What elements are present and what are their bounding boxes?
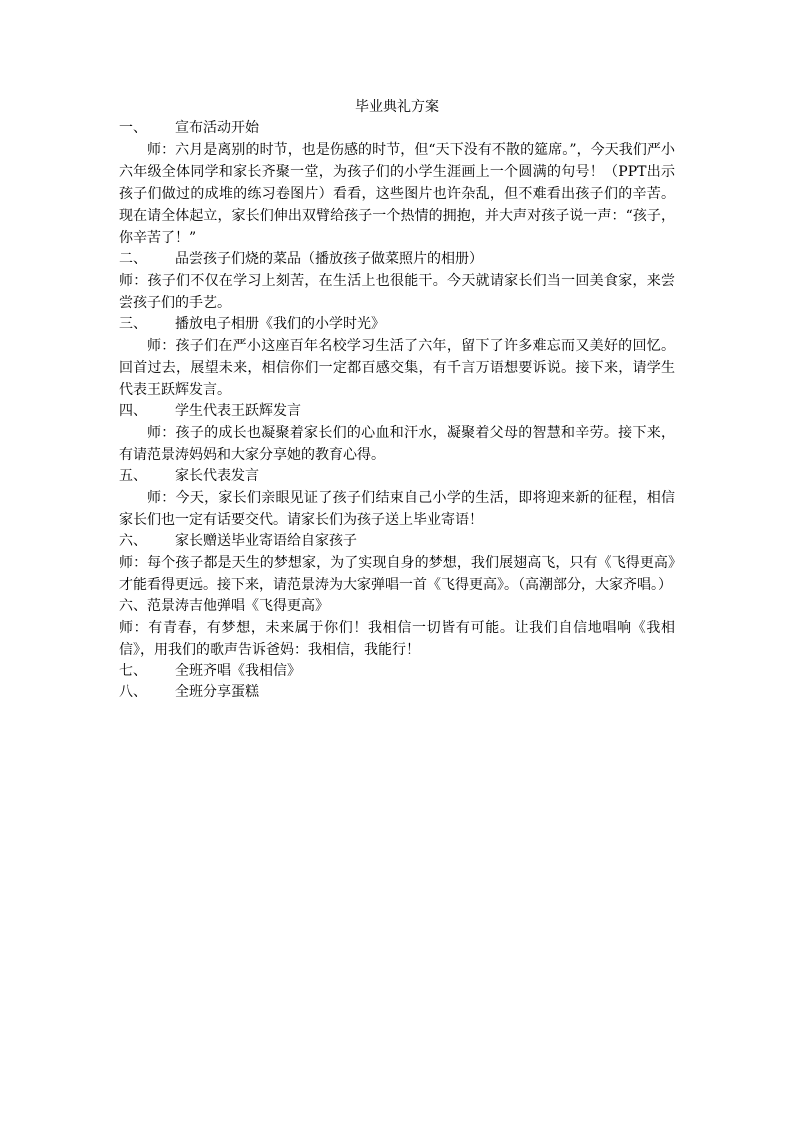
section-heading-text: 学生代表王跃辉发言 xyxy=(175,403,301,419)
section-6 xyxy=(119,531,675,596)
paragraph: 师：孩子的成长也凝聚着家长们的心血和汗水，凝聚着父母的智慧和辛劳。接下来，有请范景涛妈妈和大家分享她的教育心得。 xyxy=(119,425,675,463)
section-heading-text: 全班分享蛋糕 xyxy=(175,684,259,700)
paragraph: 师：孩子们在严小这座百年名校学习生活了六年，留下了许多难忘而又美好的回忆。回首过去，展望未来，相信你们一定都百感交集，有千言万语想要诉说。接下来，请学生代表王跃辉发言。 xyxy=(119,338,675,398)
section-heading-text: 家长代表发言 xyxy=(175,468,259,484)
section-1 xyxy=(119,118,675,249)
paragraph: 师：今天，家长们亲眼见证了孩子们结束自己小学的生活，即将迎来新的征程，相信家长们也一定有话要交代。请家长们为孩子送上毕业寄语！ xyxy=(119,490,675,528)
document-title: 毕业典礼方案 xyxy=(355,99,439,115)
paragraph: 师：孩子们不仅在学习上刻苦，在生活上也很能干。今天就请家长们当一回美食家，来尝尝孩子们的手艺。 xyxy=(119,273,675,311)
section-number: 三、 xyxy=(119,316,147,332)
section-5 xyxy=(119,466,675,531)
section-number: 七、 xyxy=(119,663,147,679)
section-7 xyxy=(119,661,675,682)
document-body xyxy=(119,96,675,703)
section-heading xyxy=(119,466,675,487)
section-heading xyxy=(119,661,675,682)
section-number: 四、 xyxy=(119,403,147,419)
section-number: 六、 xyxy=(119,533,147,549)
section-heading-text: 播放电子相册《我们的小学时光》 xyxy=(175,316,385,332)
section-3 xyxy=(119,314,675,401)
section-2 xyxy=(119,249,675,314)
section-heading-text: 宣布活动开始 xyxy=(175,120,259,136)
paragraph: 师：每个孩子都是天生的梦想家，为了实现自身的梦想，我们展翅高飞，只有《飞得更高》才能看得更远。接下来，请范景涛为大家弹唱一首《飞得更高》。（高潮部分，大家齐唱。） xyxy=(119,555,675,593)
section-number: 二、 xyxy=(119,251,147,267)
section-heading xyxy=(119,682,675,703)
paragraph: 师：有青春，有梦想，未来属于你们！我相信一切皆有可能。让我们自信地唱响《我相信》，用我们的歌声告诉爸妈：我相信，我能行！ xyxy=(119,620,675,658)
section-heading xyxy=(119,314,675,335)
section-number: 一、 xyxy=(119,120,147,136)
section-6b xyxy=(119,596,675,661)
section-number: 五、 xyxy=(119,468,147,484)
section-heading xyxy=(119,531,675,552)
section-4 xyxy=(119,401,675,466)
section-heading xyxy=(119,249,675,270)
section-heading-text: 全班齐唱《我相信》 xyxy=(175,663,301,679)
section-heading-text: 六、范景涛吉他弹唱《飞得更高》 xyxy=(119,598,329,614)
section-heading-text: 品尝孩子们烧的菜品（播放孩子做菜照片的相册） xyxy=(175,251,483,267)
section-number: 八、 xyxy=(119,684,147,700)
section-heading xyxy=(119,118,675,139)
paragraph: 师：六月是离别的时节，也是伤感的时节，但“天下没有不散的筵席。”，今天我们严小六年级全体同学和家长齐聚一堂，为孩子们的小学生涯画上一个圆满的句号！（PPT出示孩子们做过的成堆的练习卷图片）看看，这些图片也许杂乱，但不难看出孩子们的辛苦。现在请全体起立，家长们伸出双臂给孩子一个热情的拥抱，并大声对孩子说一声：“孩子，你辛苦了！” xyxy=(119,142,675,246)
section-8 xyxy=(119,682,675,703)
section-heading-text: 家长赠送毕业寄语给自家孩子 xyxy=(175,533,357,549)
section-heading xyxy=(119,401,675,422)
section-heading xyxy=(119,596,675,617)
